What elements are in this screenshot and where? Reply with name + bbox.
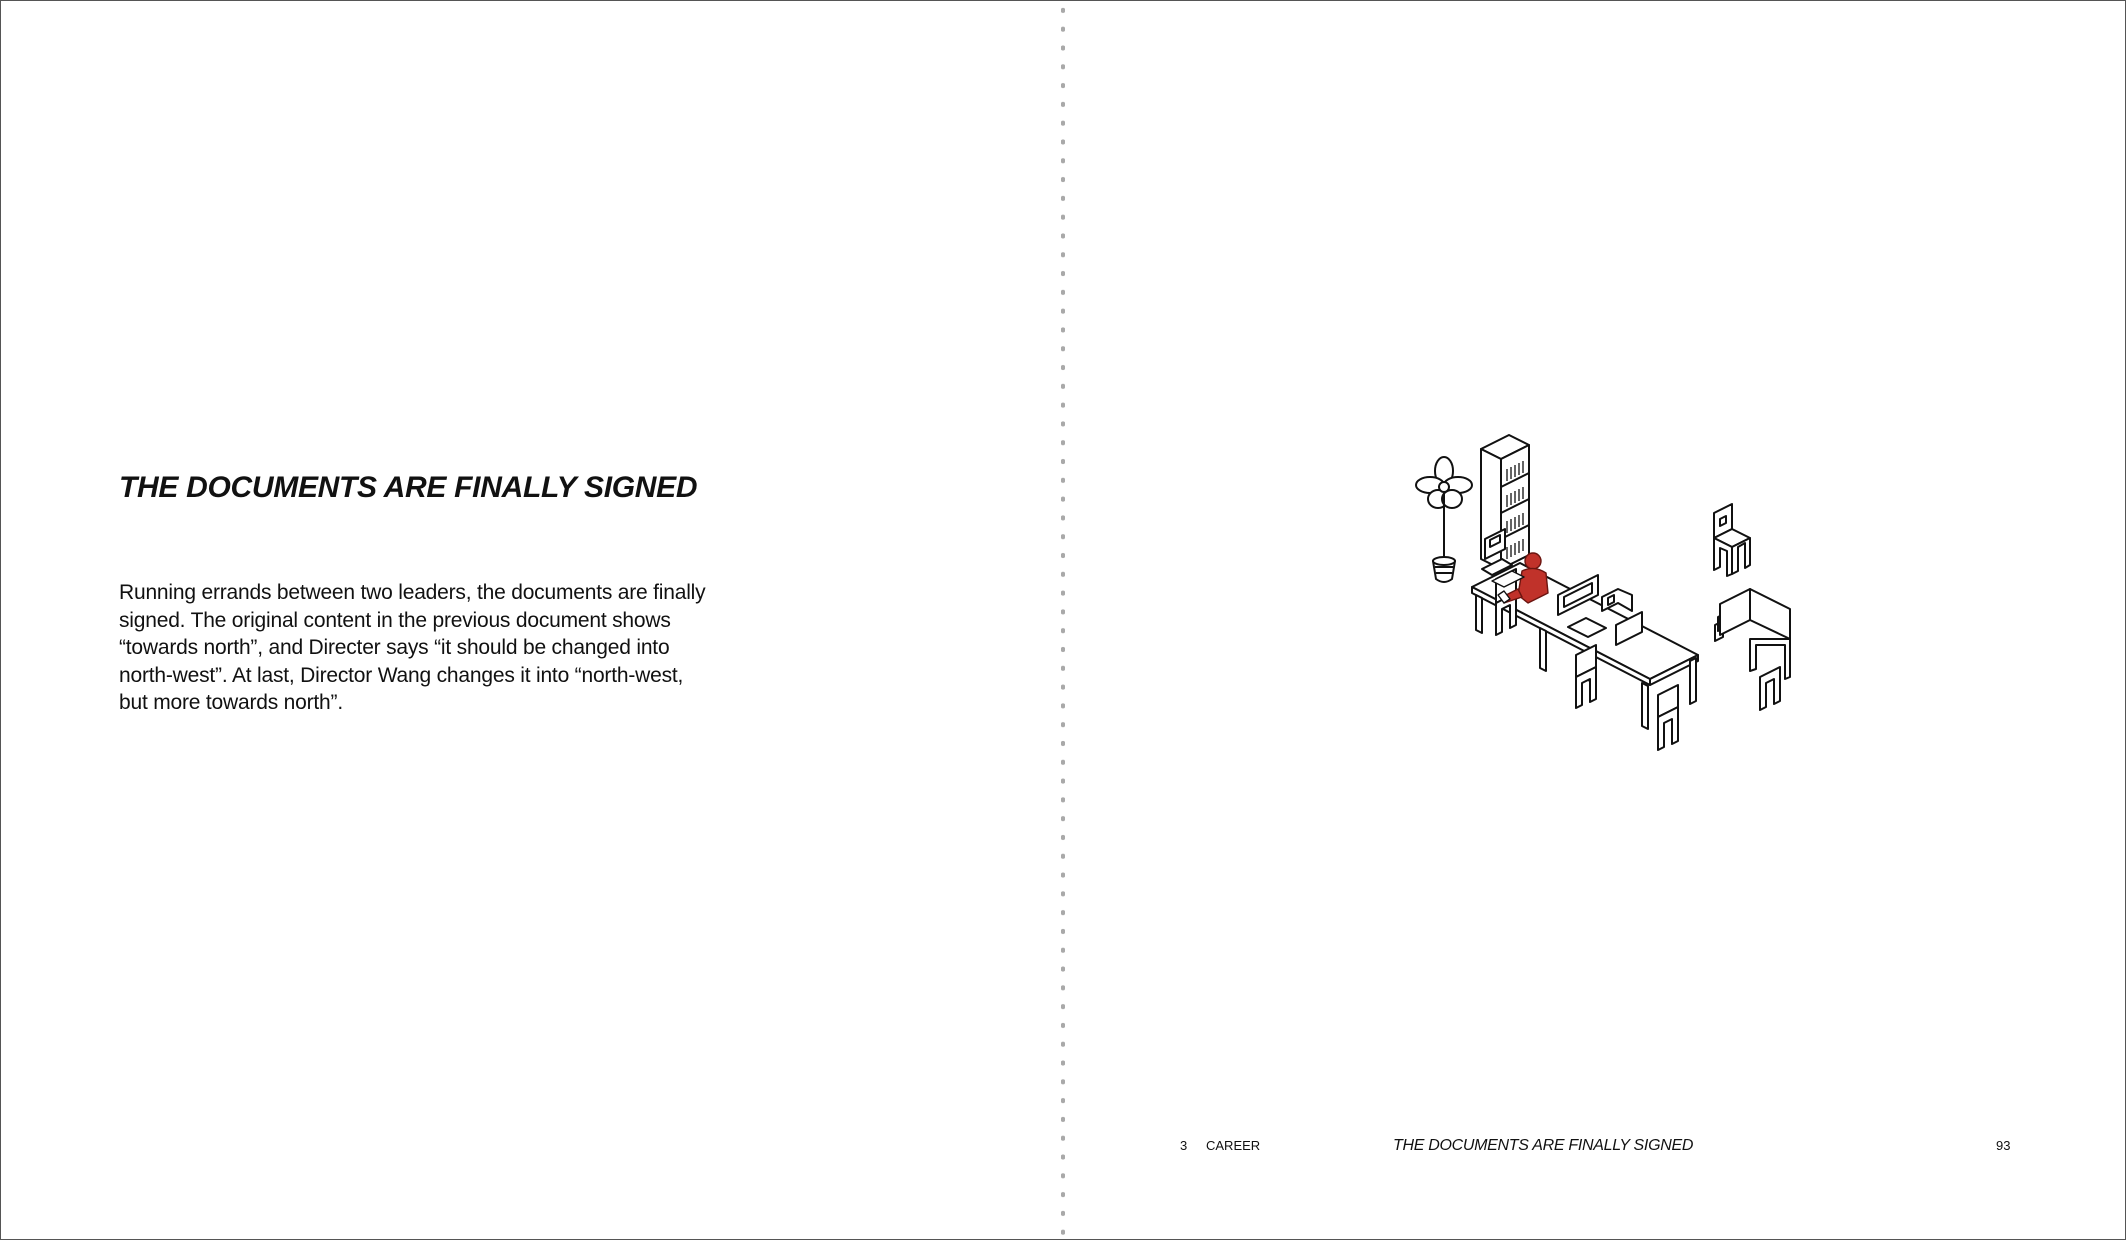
- office-desk-signing-illustration: [1380, 409, 1880, 769]
- paragraph-line: but more towards north”.: [119, 691, 343, 714]
- chair-icon: [1658, 685, 1678, 750]
- left-page: [1, 1, 1063, 1239]
- paragraph-line: signed. The original content in the previous document shows: [119, 608, 671, 632]
- potted-plant-icon: [1416, 457, 1472, 582]
- paragraph-line: Running errands between two leaders, the documents are finally: [119, 581, 706, 604]
- chair-icon: [1602, 589, 1632, 611]
- footer-chapter-name: CAREER: [1206, 1138, 1261, 1153]
- chair-icon: [1576, 645, 1596, 708]
- body-paragraph: [119, 579, 759, 717]
- desk-icon: [1715, 589, 1790, 710]
- chair-icon: [1714, 504, 1750, 576]
- paragraph-line: “towards north”, and Directer says “it should be changed into: [119, 636, 670, 659]
- footer-running-title: THE DOCUMENTS ARE FINALLY SIGNED: [1393, 1137, 1694, 1154]
- chapter-title: THE DOCUMENTS ARE FINALLY SIGNED: [119, 471, 698, 504]
- right-page: [1065, 1, 2125, 1239]
- paragraph-line: north-west”. At last, Director Wang changes it into “north-west,: [119, 663, 684, 687]
- footer-chapter-number: 3: [1180, 1138, 1188, 1153]
- footer-page-number: 93: [1996, 1138, 2011, 1153]
